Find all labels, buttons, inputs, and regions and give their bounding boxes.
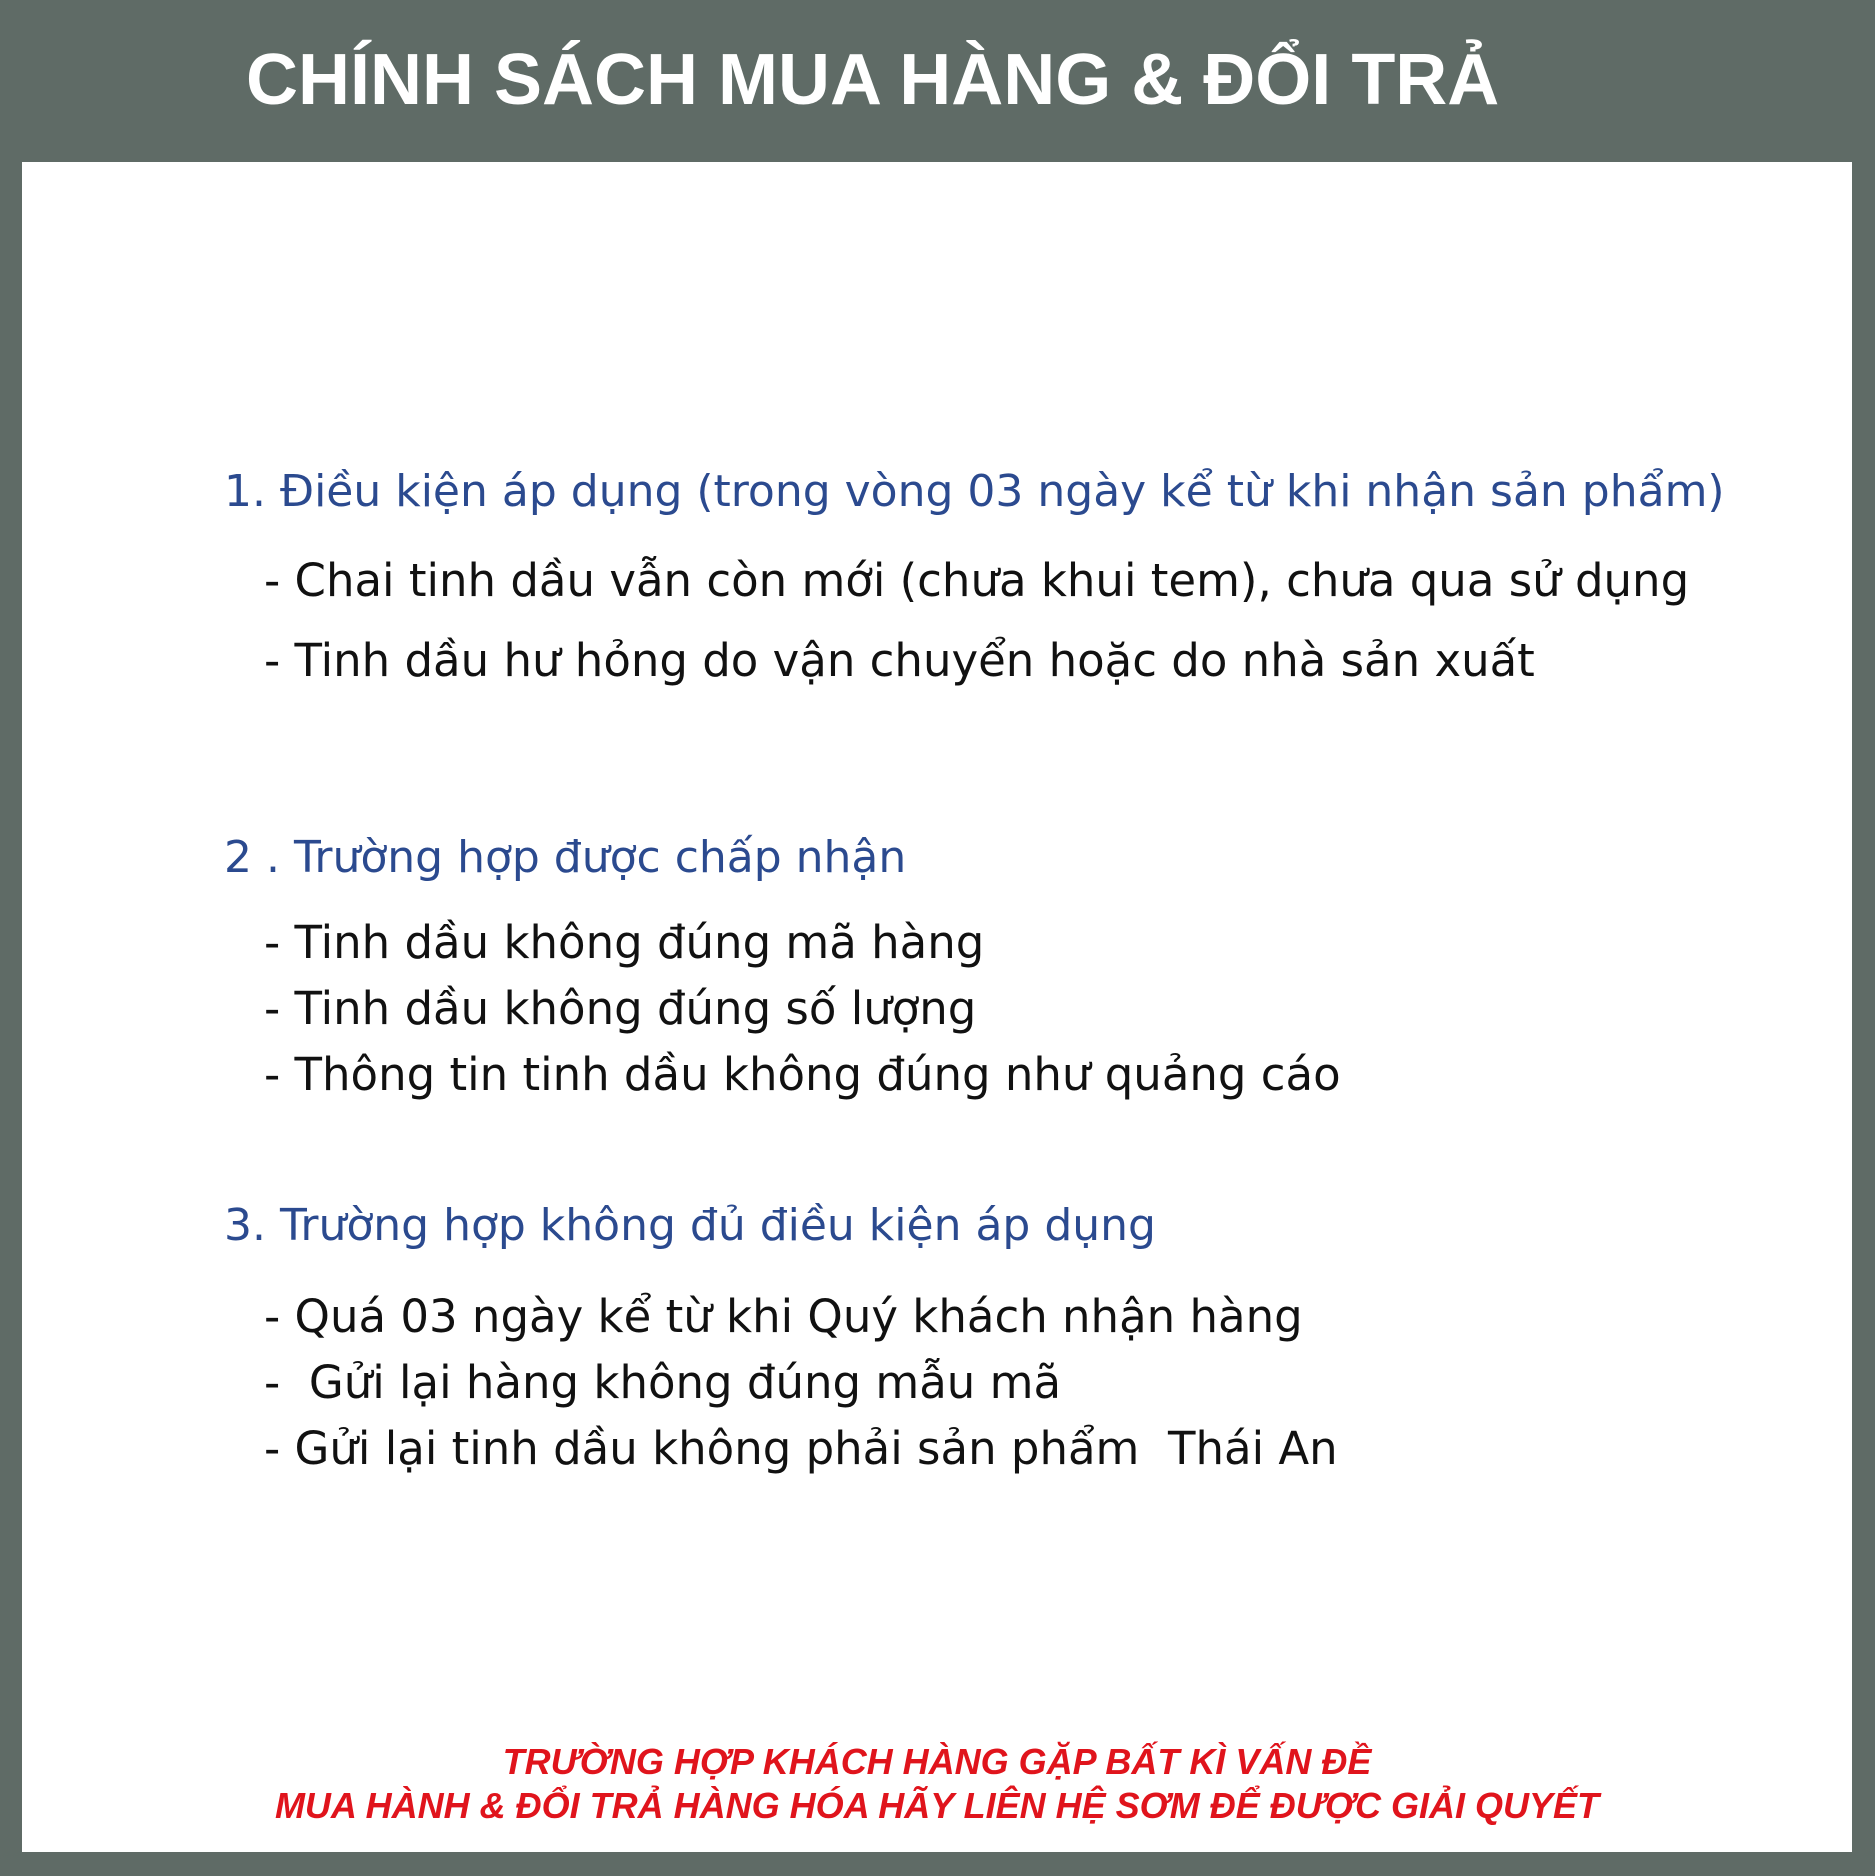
footer-notice-line-1: TRƯỜNG HỢP KHÁCH HÀNG GẶP BẤT KÌ VẤN ĐỀ — [502, 1741, 1372, 1782]
section-heading-conditions: 1. Điều kiện áp dụng (trong vòng 03 ngày kể từ khi nhận sản phẩm) — [224, 466, 1725, 517]
footer-notice-line-2: MUA HÀNH & ĐỔI TRẢ HÀNG HÓA HÃY LIÊN HỆ SƠM ĐỂ ĐƯỢC GIẢI QUYẾT — [274, 1785, 1600, 1826]
list-item: - Thông tin tinh dầu không đúng như quảng cáo — [264, 1048, 1341, 1101]
list-item: - Tinh dầu hư hỏng do vận chuyển hoặc do nhà sản xuất — [264, 634, 1535, 687]
list-item: - Gửi lại tinh dầu không phải sản phẩm Thái An — [264, 1422, 1338, 1475]
list-item: - Chai tinh dầu vẫn còn mới (chưa khui tem), chưa qua sử dụng — [264, 554, 1690, 607]
list-item: - Quá 03 ngày kể từ khi Quý khách nhận hàng — [264, 1290, 1303, 1343]
list-item: - Tinh dầu không đúng mã hàng — [264, 916, 985, 969]
section-heading-ineligible-cases: 3. Trường hợp không đủ điều kiện áp dụng — [224, 1200, 1156, 1251]
list-item: - Tinh dầu không đúng số lượng — [264, 982, 977, 1035]
section-heading-accepted-cases: 2 . Trường hợp được chấp nhận — [224, 832, 907, 883]
page-title: CHÍNH SÁCH MUA HÀNG & ĐỔI TRẢ — [246, 40, 1500, 120]
policy-panel — [22, 162, 1852, 1852]
list-item: - Gửi lại hàng không đúng mẫu mã — [264, 1356, 1062, 1409]
